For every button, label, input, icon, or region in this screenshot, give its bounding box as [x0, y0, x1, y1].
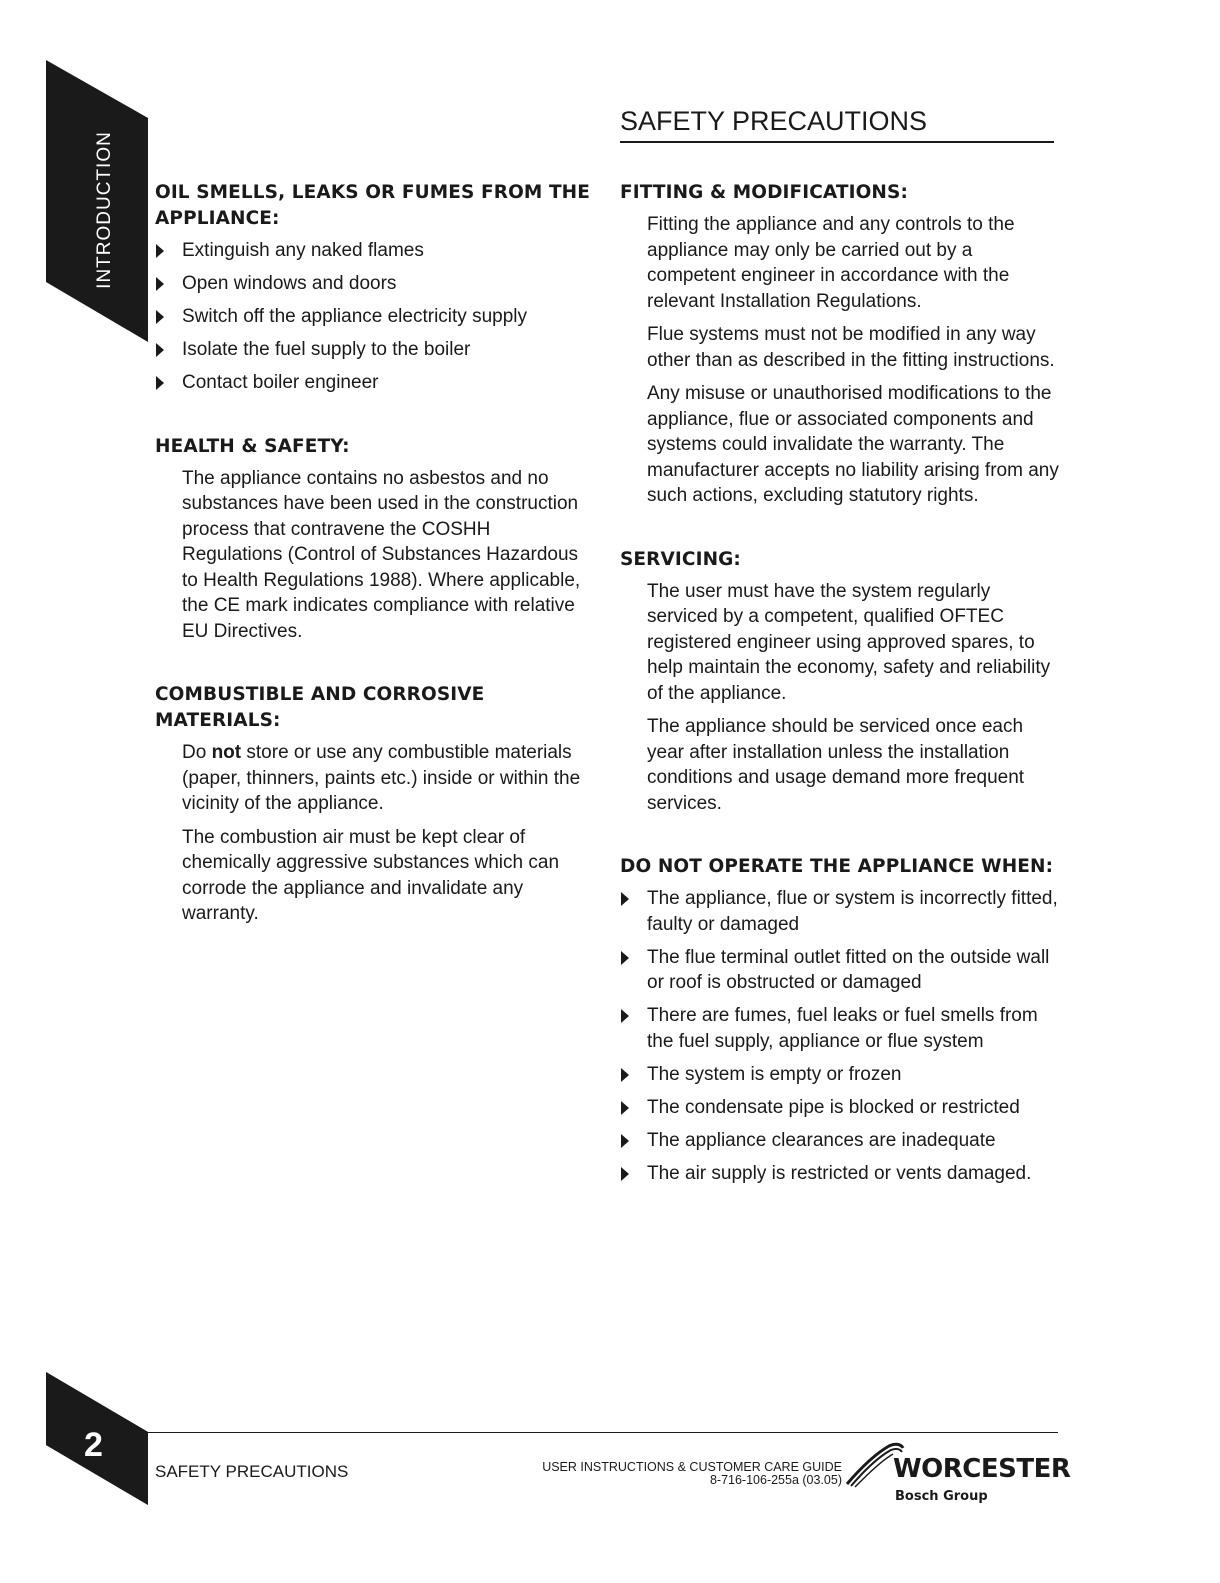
- list-item: The air supply is restricted or vents damaged.: [620, 1161, 1060, 1187]
- bullet-arrow-icon: [621, 1101, 629, 1115]
- combustible-heading: COMBUSTIBLE AND CORROSIVE MATERIALS:: [155, 684, 485, 731]
- do-not-operate-heading: DO NOT OPERATE THE APPLIANCE WHEN:: [620, 856, 1054, 877]
- fitting-heading: FITTING & MODIFICATIONS:: [620, 182, 908, 203]
- bullet-arrow-icon: [621, 1167, 629, 1181]
- document-code: 8-716-106-255a (03.05): [709, 1473, 842, 1487]
- oil-smells-heading: OIL SMELLS, LEAKS OR FUMES FROM THE APPLIANCE:: [155, 182, 591, 229]
- list-item: Contact boiler engineer: [155, 370, 595, 396]
- do-not-operate-section: [620, 854, 1060, 1186]
- list-item: The appliance clearances are inadequate: [620, 1128, 1060, 1154]
- bullet-arrow-icon: [156, 376, 164, 390]
- list-item: The condensate pipe is blocked or restricted: [620, 1095, 1060, 1121]
- servicing-text-1: The user must have the system regularly serviced by a competent, qualified OFTEC registered engineer using approved spares, to help maintain the economy, safety and reliability of the appliance.: [647, 580, 1051, 704]
- list-item: Open windows and doors: [155, 271, 595, 297]
- servicing-heading: SERVICING:: [620, 548, 741, 570]
- bullet-arrow-icon: [156, 244, 164, 258]
- page-title: SAFETY PRECAUTIONS: [620, 106, 1054, 143]
- guide-title: USER INSTRUCTIONS & CUSTOMER CARE GUIDE: [542, 1460, 842, 1474]
- list-item: The appliance, flue or system is incorrectly fitted, faulty or damaged: [620, 886, 1060, 937]
- logo-subtitle: Bosch Group: [895, 1489, 988, 1504]
- left-column: [155, 180, 595, 965]
- fitting-text-2: Flue systems must not be modified in any way other than as described in the fitting instructions.: [647, 324, 1055, 371]
- list-item: Isolate the fuel supply to the boiler: [155, 337, 595, 363]
- do-not-operate-list: [620, 886, 1060, 1186]
- health-safety-heading: HEALTH & SAFETY:: [155, 435, 350, 457]
- worcester-logo: [845, 1440, 1071, 1512]
- bullet-arrow-icon: [156, 277, 164, 291]
- health-safety-text: The appliance contains no asbestos and no substances have been used in the construction process that contravene the COSHH Regulations (Control of Substances Hazardous to Health Regulations 1988). Where applicable, the CE mark indicates compliance with relative EU Directives.: [182, 467, 581, 642]
- page-number: 2: [84, 1426, 103, 1464]
- bullet-arrow-icon: [156, 343, 164, 357]
- list-item: Extinguish any naked flames: [155, 238, 595, 264]
- fitting-section: [620, 180, 1060, 509]
- servicing-section: [620, 547, 1060, 817]
- bullet-arrow-icon: [621, 1134, 629, 1148]
- footer-section-label: SAFETY PRECAUTIONS: [155, 1462, 349, 1481]
- list-item: The system is empty or frozen: [620, 1062, 1060, 1088]
- logo-wordmark: WORCESTER: [893, 1454, 1071, 1484]
- list-item: The flue terminal outlet fitted on the outside wall or roof is obstructed or damaged: [620, 945, 1060, 996]
- bullet-arrow-icon: [621, 1068, 629, 1082]
- combustible-text-1: Do not store or use any combustible materials (paper, thinners, paints etc.) inside or within the vicinity of the appliance.: [182, 742, 581, 814]
- list-item: Switch off the appliance electricity supply: [155, 304, 595, 330]
- bullet-arrow-icon: [621, 892, 629, 906]
- servicing-text-2: The appliance should be serviced once each year after installation unless the installation conditions and usage demand more frequent services.: [647, 716, 1025, 814]
- right-column: [620, 180, 1060, 1224]
- emphasis-not: not: [211, 742, 242, 763]
- fitting-text-3: Any misuse or unauthorised modifications to the appliance, flue or associated components and systems could invalidate the warranty. The manufacturer accepts no liability arising from any such actions, excluding statutory rights.: [647, 383, 1059, 506]
- bullet-arrow-icon: [621, 1009, 629, 1023]
- bullet-arrow-icon: [156, 310, 164, 324]
- footer-guide-info: [542, 1461, 842, 1487]
- bullet-arrow-icon: [621, 951, 629, 965]
- footer-divider: [148, 1432, 1058, 1433]
- oil-smells-section: [155, 180, 595, 396]
- combustible-text-2: The combustion air must be kept clear of chemically aggressive substances which can corrode the appliance and invalidate any warranty.: [182, 826, 560, 924]
- list-item: There are fumes, fuel leaks or fuel smells from the fuel supply, appliance or flue system: [620, 1003, 1060, 1054]
- combustible-section: [155, 682, 595, 927]
- fitting-text-1: Fitting the appliance and any controls to the appliance may only be carried out by a competent engineer in accordance with the relevant Installation Regulations.: [647, 214, 1015, 312]
- side-tab-label: INTRODUCTION: [94, 131, 115, 289]
- health-safety-section: [155, 434, 595, 645]
- oil-smells-list: [155, 238, 595, 396]
